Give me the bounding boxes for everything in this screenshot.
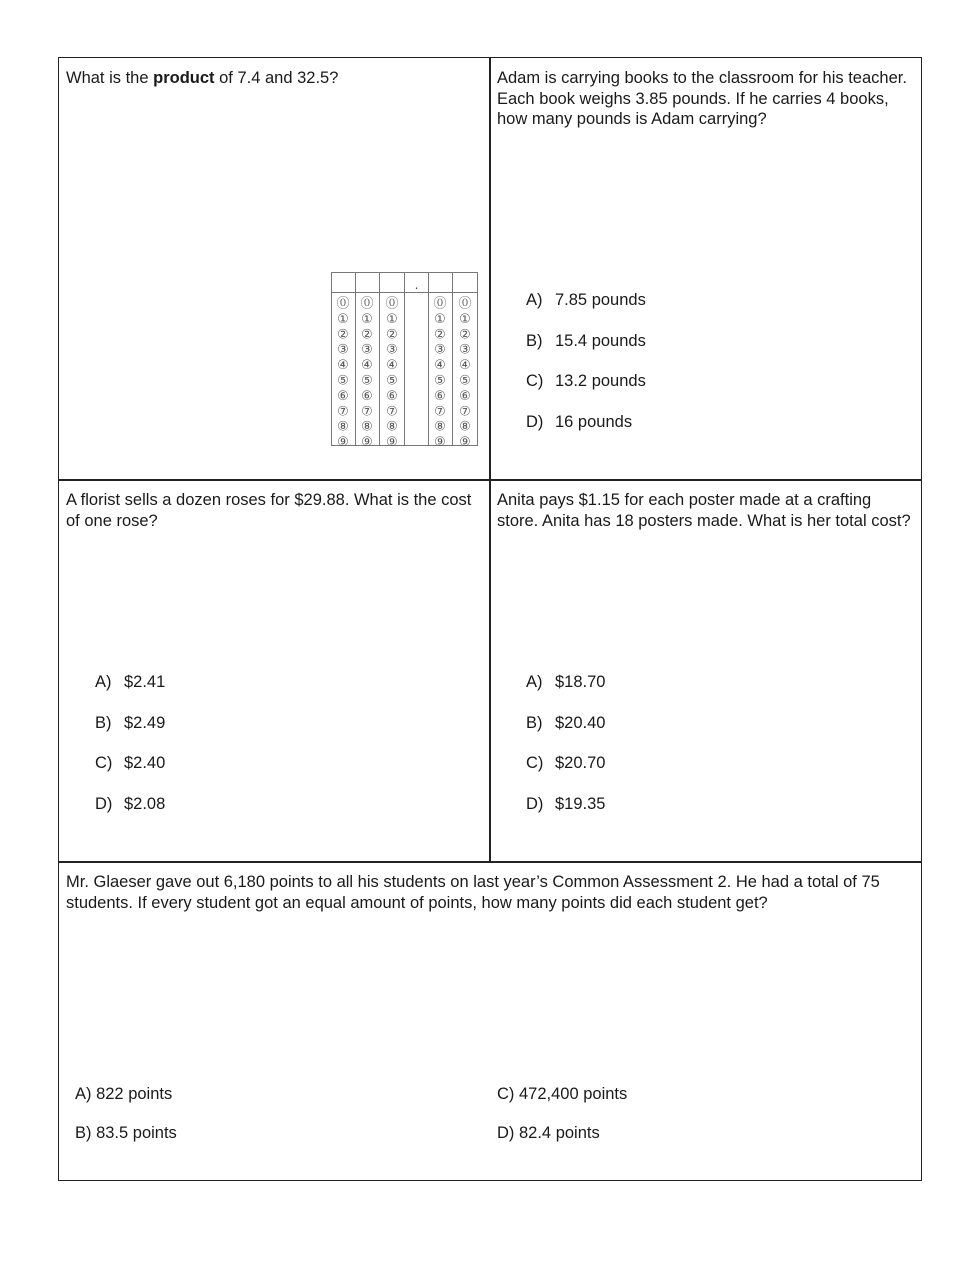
digit-bubble[interactable]: ⑨ [434, 435, 446, 446]
question-5-choices-right [497, 1084, 627, 1161]
answer-bubble-grid[interactable] [331, 272, 478, 446]
choice-value: $20.40 [555, 713, 606, 732]
choice-a[interactable] [526, 290, 646, 331]
digit-bubble[interactable]: ⑤ [459, 373, 471, 389]
choice-b[interactable] [526, 331, 646, 372]
digit-bubble[interactable]: ⑨ [459, 435, 471, 446]
digit-bubble[interactable]: ⓪ [458, 296, 472, 312]
choice-letter: D) [95, 794, 113, 813]
choice-value: $2.49 [124, 713, 166, 732]
question-5-text: Mr. Glaeser gave out 6,180 points to all his students on last year’s Common Assessment 2. He had a total of 75 students. If every student got an equal amount of points, how many points did each student get? [66, 873, 880, 912]
choice-c[interactable] [95, 753, 165, 794]
choice-value: $20.70 [555, 754, 606, 772]
digit-bubble[interactable]: ⑥ [337, 388, 349, 404]
question-3-cell [58, 479, 491, 863]
grid-decimal-point: . [414, 278, 419, 292]
digit-bubble[interactable]: ⑤ [337, 373, 349, 389]
question-1-text [66, 68, 482, 89]
digit-bubble[interactable]: ⑤ [361, 373, 373, 389]
choice-b[interactable]: B) 83.5 points [75, 1123, 177, 1142]
digit-bubble[interactable]: ⓪ [360, 296, 374, 312]
digit-bubble[interactable]: ⑧ [386, 419, 398, 435]
worksheet [58, 57, 922, 1181]
digit-bubble[interactable]: ③ [337, 342, 349, 358]
choice-b[interactable] [95, 713, 165, 754]
digit-bubble[interactable]: ⑨ [337, 435, 349, 446]
choice-value: 7.85 pounds [555, 291, 646, 309]
digit-bubble[interactable]: ⑦ [337, 404, 349, 420]
choice-letter: B) [95, 713, 112, 732]
choice-letter: D) [526, 794, 544, 813]
digit-bubble[interactable]: ③ [459, 342, 471, 358]
choice-value: $2.08 [124, 794, 166, 813]
digit-bubble[interactable]: ⑦ [459, 404, 471, 420]
choice-d[interactable] [526, 412, 646, 453]
choice-d[interactable] [526, 794, 605, 835]
digit-bubble[interactable]: ④ [434, 358, 446, 374]
question-5-cell [58, 861, 922, 1181]
digit-bubble[interactable]: ⑦ [386, 404, 398, 420]
question-4-text: Anita pays $1.15 for each poster made at a crafting store. Anita has 18 posters made. What is her total cost? [497, 491, 911, 530]
digit-bubble[interactable]: ⑤ [434, 373, 446, 389]
digit-bubble[interactable]: ③ [434, 342, 446, 358]
digit-bubble[interactable]: ⑧ [434, 419, 446, 435]
choice-letter: C) [526, 372, 544, 390]
digit-bubble[interactable]: ⑧ [337, 419, 349, 435]
question-3-text: A florist sells a dozen roses for $29.88. What is the cost of one rose? [66, 491, 472, 530]
choice-c[interactable] [526, 371, 646, 412]
digit-bubble[interactable]: ① [361, 311, 373, 327]
digit-bubble[interactable]: ⓪ [385, 296, 399, 312]
digit-bubble[interactable]: ② [337, 327, 349, 343]
choice-letter: C) [526, 754, 544, 772]
digit-bubble[interactable]: ⓪ [433, 296, 447, 312]
digit-bubble[interactable]: ⑨ [361, 435, 373, 446]
choice-value: 13.2 pounds [555, 372, 646, 390]
choice-value: 16 pounds [555, 412, 633, 431]
digit-bubble[interactable]: ⑥ [386, 388, 398, 404]
digit-bubble[interactable]: ④ [361, 358, 373, 374]
digit-bubble[interactable]: ② [434, 327, 446, 343]
choice-c[interactable]: C) 472,400 points [497, 1085, 628, 1103]
question-4-cell [489, 479, 922, 863]
choice-letter: C) [95, 754, 113, 772]
choice-c[interactable] [526, 753, 605, 794]
choice-value: $18.70 [555, 673, 606, 691]
choice-b[interactable] [526, 713, 605, 754]
digit-bubble[interactable]: ⑧ [361, 419, 373, 435]
digit-bubble[interactable]: ⑥ [459, 388, 471, 404]
digit-bubble[interactable]: ③ [361, 342, 373, 358]
choice-a[interactable]: A) 822 points [75, 1085, 173, 1103]
digit-bubble[interactable]: ② [386, 327, 398, 343]
digit-bubble[interactable]: ① [386, 311, 398, 327]
digit-bubble[interactable]: ⑨ [386, 435, 398, 446]
digit-bubble[interactable]: ⑦ [361, 404, 373, 420]
digit-bubble[interactable]: ① [337, 311, 349, 327]
choice-value: $19.35 [555, 794, 606, 813]
choice-letter: D) [526, 412, 544, 431]
digit-bubble[interactable]: ⑥ [434, 388, 446, 404]
question-1-text-end: of 7.4 and 32.5? [214, 69, 339, 87]
question-2-cell [489, 57, 922, 481]
question-3-choices [95, 672, 165, 834]
question-1-bold-word: product [153, 69, 215, 87]
digit-bubble[interactable]: ① [459, 311, 471, 327]
digit-bubble[interactable]: ④ [337, 358, 349, 374]
question-1-cell [58, 57, 491, 481]
digit-bubble[interactable]: ① [434, 311, 446, 327]
question-1-text-start: What is the [66, 69, 154, 87]
choice-letter: B) [526, 713, 543, 732]
digit-bubble[interactable]: ② [361, 327, 373, 343]
question-4-choices [526, 672, 605, 834]
choice-value: $2.40 [124, 754, 166, 772]
choice-value: 15.4 pounds [555, 331, 646, 350]
choice-letter: A) [95, 673, 112, 691]
digit-bubble[interactable]: ⓪ [336, 296, 350, 312]
choice-value: $2.41 [124, 673, 166, 691]
choice-letter: B) [526, 331, 543, 350]
digit-bubble[interactable]: ④ [386, 358, 398, 374]
digit-bubble[interactable]: ⑤ [386, 373, 398, 389]
question-5-choices-left [75, 1084, 177, 1161]
digit-bubble[interactable]: ⑥ [361, 388, 373, 404]
digit-bubble[interactable]: ④ [459, 358, 471, 374]
choice-a[interactable] [95, 672, 165, 713]
choice-d[interactable]: D) 82.4 points [497, 1123, 600, 1142]
question-2-text: Adam is carrying books to the classroom for his teacher. Each book weighs 3.85 pounds. If he carries 4 books, how many pounds is Adam carrying? [497, 69, 907, 128]
digit-bubble[interactable]: ⑦ [434, 404, 446, 420]
choice-a[interactable] [526, 672, 605, 713]
choice-letter: A) [526, 673, 543, 691]
question-2-choices [526, 290, 646, 452]
digit-bubble[interactable]: ⑧ [459, 419, 471, 435]
choice-letter: A) [526, 291, 543, 309]
digit-bubble[interactable]: ② [459, 327, 471, 343]
choice-d[interactable] [95, 794, 165, 835]
digit-bubble[interactable]: ③ [386, 342, 398, 358]
